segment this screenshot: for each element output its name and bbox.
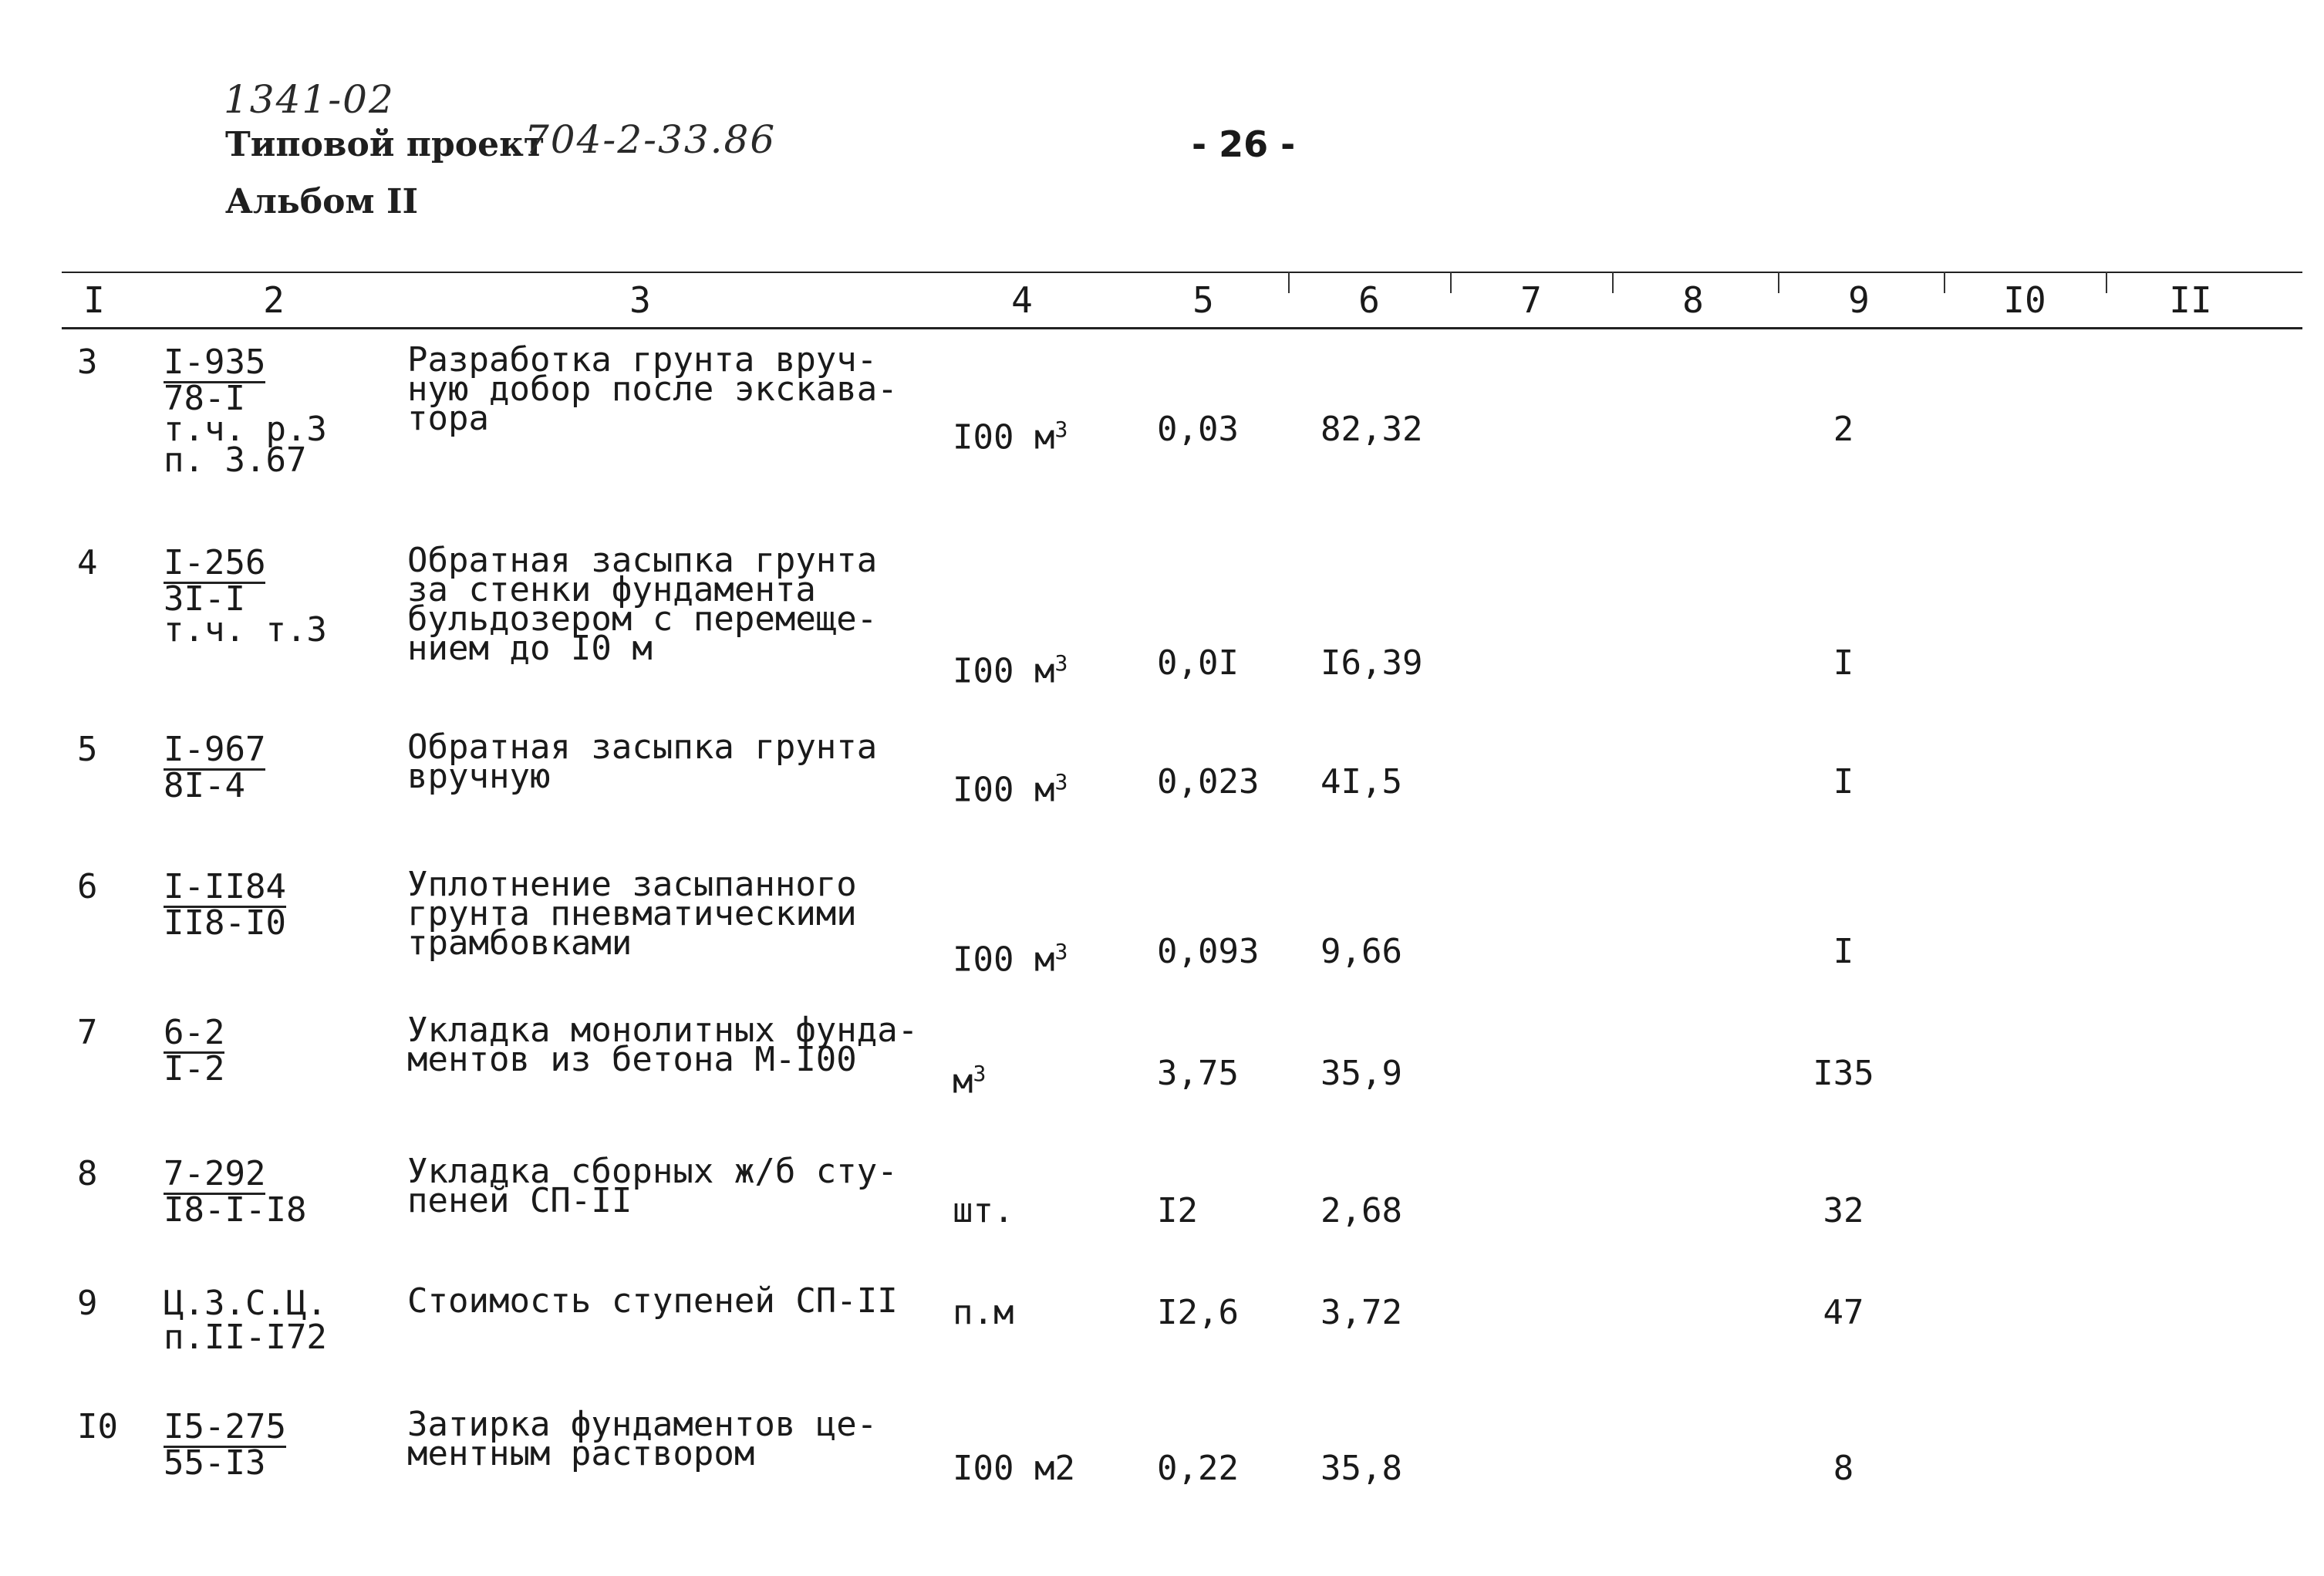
description-line: пеней СП-II [407,1181,632,1220]
norm-code [164,730,266,805]
row-number: I0 [77,1407,118,1446]
description-line: Обратная засыпка грунта [407,727,878,767]
description-line: ную добор после экскава- [407,370,898,409]
norm-code [164,1013,225,1088]
quantity: 0,22 [1157,1449,1239,1488]
row-number: 7 [77,1013,98,1052]
norm-code-note: т.ч. т.3 [164,610,327,650]
column-tick [1450,272,1452,293]
norm-code-note: т.ч. р.3 [164,410,327,449]
unit-of-measure [953,413,1068,455]
unit-price: I6,39 [1321,643,1423,683]
column-tick [1944,272,1945,293]
unit-of-measure [953,1057,987,1102]
column-tick [2106,272,2107,293]
norm-code-numerator: I-967 [164,730,266,769]
norm-code [164,1407,286,1483]
work-description [407,727,878,796]
work-description [407,1152,898,1220]
unit-of-measure [953,935,1068,980]
unit-text: п.м [953,1293,1014,1332]
quantity: 0,03 [1157,410,1239,449]
norm-code-numerator: 6-2 [164,1013,225,1052]
work-description [407,865,857,963]
norm-code-numerator: I-II84 [164,867,286,906]
description-line: Затирка фундаментов це- [407,1405,878,1444]
unit-text: I00 м [953,770,1055,810]
column-header-8: 8 [1682,279,1704,321]
unit-price: 4I,5 [1321,762,1402,801]
description-line: за стенки фундамента [407,570,816,609]
column-9-value: 2 [1833,410,1854,449]
norm-code-denominator: I8-I-I8 [164,1190,307,1230]
unit-of-measure [953,1293,1014,1332]
work-description [407,1281,898,1321]
norm-code-numerator: 7-292 [164,1154,266,1193]
unit-exponent: 3 [1054,650,1068,676]
unit-exponent: 3 [1054,939,1068,964]
column-tick [1288,272,1290,293]
work-description [407,541,878,668]
unit-of-measure [953,1191,1014,1230]
column-9-value: I [1833,762,1854,801]
unit-text: м [953,1061,973,1102]
unit-exponent: 3 [1054,417,1068,442]
description-line: ментным раствором [407,1434,755,1473]
unit-text: шт. [953,1191,1014,1230]
unit-price: 3,72 [1321,1293,1402,1332]
norm-code-denominator: 78-I [164,379,245,418]
unit-exponent: 3 [1054,769,1068,795]
unit-text: I00 м2 [953,1449,1075,1488]
handwritten-code: 1341-02 [224,77,395,122]
unit-price: 35,8 [1321,1449,1402,1488]
column-9-value: 47 [1823,1293,1864,1332]
project-label: Типовой проект [225,125,545,164]
description-line: тора [407,399,489,438]
description-line: Разработка грунта вруч- [407,340,878,380]
description-line: трамбовками [407,923,632,963]
description-line: Уплотнение засыпанного [407,865,857,904]
quantity: 0,0I [1157,643,1239,683]
column-9-value: I [1833,643,1854,683]
description-line: Обратная засыпка грунта [407,541,878,580]
description-line: грунта пневматическими [407,894,857,933]
column-9-value: 8 [1833,1449,1854,1488]
norm-code-denominator: II8-I0 [164,903,286,943]
column-9-value: I35 [1813,1054,1874,1093]
norm-code [164,543,327,650]
column-header-3: 3 [629,279,651,321]
table-header-rule [62,327,2302,329]
column-header-2: 2 [263,279,285,321]
description-line: Укладка сборных ж/б сту- [407,1152,898,1191]
norm-code-denominator: п.II-I72 [164,1318,327,1357]
quantity: 3,75 [1157,1054,1239,1093]
description-line: вручную [407,757,551,796]
page-number: - 26 - [1192,123,1296,165]
unit-price: 82,32 [1321,410,1423,449]
unit-price: 2,68 [1321,1191,1402,1230]
norm-code-numerator: I-256 [164,543,266,582]
row-number: 4 [77,543,98,582]
quantity: I2,6 [1157,1293,1239,1332]
work-description [407,1011,919,1079]
description-line: нием до I0 м [407,629,653,668]
column-header-6: 6 [1358,279,1380,321]
album-label: Альбом II [225,182,419,221]
unit-of-measure [953,765,1068,808]
column-9-value: 32 [1823,1191,1864,1230]
norm-code [164,867,286,943]
row-number: 3 [77,343,98,382]
unit-price: 9,66 [1321,932,1402,971]
row-number: 6 [77,867,98,906]
unit-of-measure [953,646,1068,689]
description-line: Стоимость ступеней СП-II [407,1281,898,1321]
norm-code-numerator: I5-275 [164,1407,286,1446]
norm-code [164,1284,327,1357]
description-line: бульдозером с перемеще- [407,599,878,639]
column-header-11: II [2169,279,2212,321]
column-9-value: I [1833,932,1854,971]
column-header-1: I [83,279,105,321]
norm-code-denominator: 8I-4 [164,766,245,805]
description-line: ментов из бетона М-I00 [407,1040,857,1079]
unit-text: I00 м [953,940,1055,980]
row-number: 5 [77,730,98,769]
unit-text: I00 м [953,417,1055,457]
column-header-5: 5 [1192,279,1214,321]
column-header-10: I0 [2003,279,2046,321]
unit-text: I00 м [953,651,1055,691]
norm-code [164,1154,307,1230]
unit-of-measure [953,1449,1075,1488]
unit-exponent: 3 [973,1061,987,1086]
table-top-rule [62,272,2302,273]
norm-code-denominator: I-2 [164,1049,225,1088]
norm-code-denominator: 55-I3 [164,1443,266,1483]
work-description [407,1405,878,1473]
column-header-4: 4 [1011,279,1033,321]
column-header-9: 9 [1848,279,1870,321]
description-line: Укладка монолитных фунда- [407,1011,919,1050]
quantity: I2 [1157,1191,1198,1230]
norm-code-note: п. 3.67 [164,440,307,480]
column-tick [1612,272,1614,293]
column-tick [1778,272,1779,293]
work-description [407,340,898,438]
quantity: 0,093 [1157,932,1260,971]
norm-code-denominator: 3I-I [164,579,245,619]
row-number: 9 [77,1284,98,1323]
column-header-7: 7 [1520,279,1542,321]
norm-code [164,343,327,480]
norm-code-numerator: I-935 [164,343,266,382]
norm-code-numerator: Ц.3.С.Ц. [164,1284,327,1323]
unit-price: 35,9 [1321,1054,1402,1093]
quantity: 0,023 [1157,762,1260,801]
row-number: 8 [77,1154,98,1193]
project-number: 704-2-33.86 [525,117,777,162]
